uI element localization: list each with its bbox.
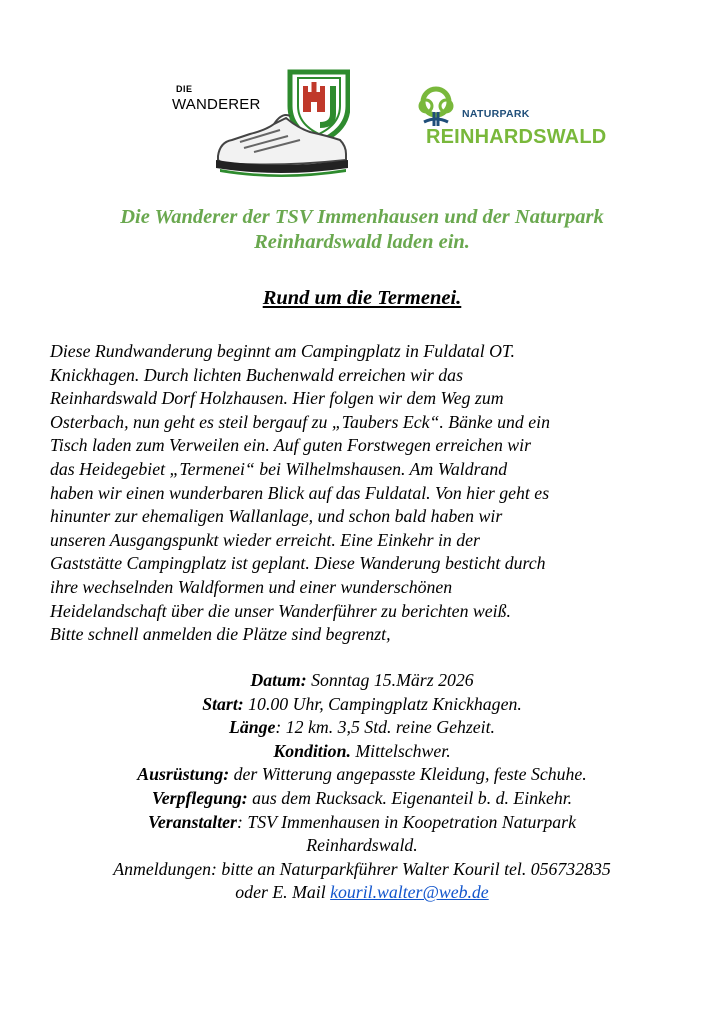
body-line: Gaststätte Campingplatz ist geplant. Diese Wanderung besticht durch — [50, 553, 546, 574]
wanderer-logo-name: WANDERER — [172, 96, 261, 113]
detail-label: Datum: — [250, 670, 307, 690]
detail-value: der Witterung angepasste Kleidung, feste Schuhe. — [229, 764, 587, 785]
headline-line-1: Die Wanderer der TSV Immenhausen und der Naturpark — [120, 206, 604, 228]
detail-kondition — [0, 740, 724, 764]
detail-value: Sonntag 15.März 2026 — [306, 670, 474, 690]
detail-datum — [0, 669, 724, 693]
detail-value: Mittelschwer. — [350, 740, 451, 761]
body-line: Heidelandschaft über die unser Wanderführer zu berichten weiß. — [50, 600, 511, 621]
detail-label: Verpflegung: — [151, 787, 248, 808]
detail-label: Start: — [202, 693, 244, 714]
page-title: Rund um die Termenei. — [262, 287, 462, 309]
detail-label: Ausrüstung: — [137, 764, 230, 785]
detail-start — [0, 693, 724, 717]
body-line: Bitte schnell anmelden die Plätze sind begrenzt, — [50, 624, 391, 645]
detail-value: : 12 km. 3,5 Std. reine Gehzeit. — [275, 717, 496, 738]
body-line: haben wir einen wunderbaren Blick auf das Fuldatal. Von hier geht es — [50, 482, 550, 503]
body-line: ihre wechselnden Waldformen und einer wunderschönen — [50, 576, 453, 597]
body-line: Reinhardswald Dorf Holzhausen. Hier folgen wir dem Weg zum — [50, 388, 504, 409]
email-link[interactable]: kouril.walter@web.de — [330, 882, 489, 903]
wanderer-logo — [170, 68, 350, 180]
detail-value: 10.00 Uhr, Campingplatz Knickhagen. — [243, 693, 522, 714]
detail-veranstalter — [0, 811, 724, 835]
event-details — [0, 669, 724, 905]
anmeldung-line-2 — [0, 881, 724, 905]
detail-laenge — [0, 716, 724, 740]
anmeldung-line-1: Anmeldungen: bitte an Naturparkführer Walter Kouril tel. 056732835 — [113, 858, 611, 879]
headline-line-2: Reinhardswald laden ein. — [254, 231, 470, 253]
body-line: hinunter zur ehemaligen Wallanlage, und schon bald haben wir — [50, 506, 503, 527]
detail-verpflegung — [0, 787, 724, 811]
body-line: das Heidegebiet „Termenei“ bei Wilhelmshausen. Am Waldrand — [50, 458, 508, 479]
detail-value: aus dem Rucksack. Eigenanteil b. d. Einkehr. — [247, 787, 573, 808]
detail-label: Kondition. — [273, 740, 351, 761]
detail-label: Veranstalter — [148, 811, 237, 832]
body-line: unseren Ausgangspunkt wieder erreicht. Eine Einkehr in der — [50, 529, 480, 550]
description-paragraph — [50, 340, 690, 647]
naturpark-logo-line1: NATURPARK — [462, 108, 530, 120]
hiking-shoe-shield-icon — [170, 68, 350, 180]
detail-label: Länge — [228, 717, 276, 738]
wanderer-logo-top: DIE — [176, 84, 193, 94]
body-line: Knickhagen. Durch lichten Buchenwald erreichen wir das — [50, 364, 463, 385]
body-line: Osterbach, nun geht es steil bergauf zu „Taubers Eck“. Bänke und ein — [50, 411, 550, 432]
body-line: Tisch laden zum Verweilen ein. Auf guten Forstwegen erreichen wir — [50, 435, 532, 456]
detail-ausruestung — [0, 763, 724, 787]
naturpark-logo — [414, 86, 607, 156]
naturpark-logo-line2: REINHARDSWALD — [426, 126, 607, 148]
body-line: Diese Rundwanderung beginnt am Campingplatz in Fuldatal OT. — [50, 341, 515, 361]
detail-veranstalter-line2: Reinhardswald. — [306, 835, 418, 856]
anmeldung-prefix: oder E. Mail — [235, 882, 331, 903]
headline — [40, 205, 684, 255]
detail-value: : TSV Immenhausen in Koopetration Naturpark — [236, 811, 576, 832]
